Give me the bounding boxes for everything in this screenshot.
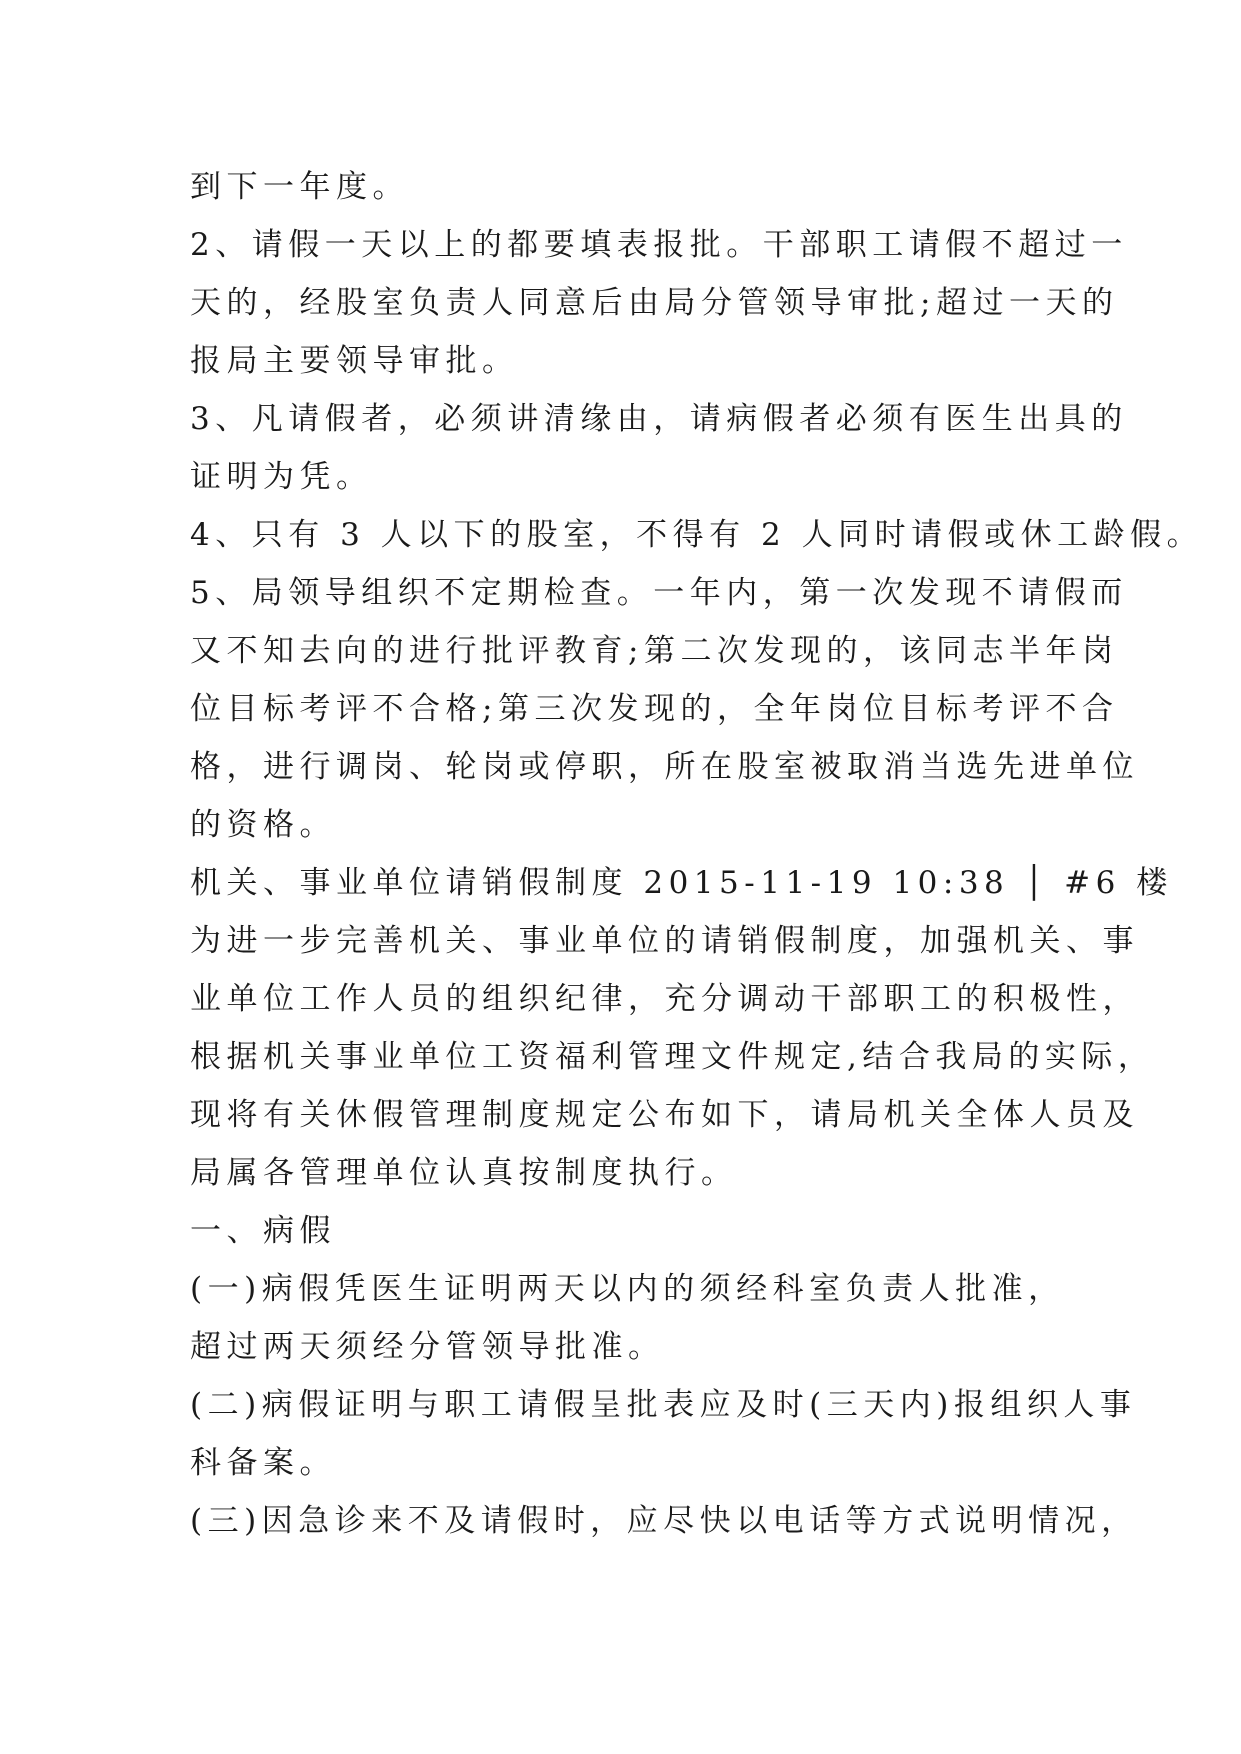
post-header-line: 机关、事业单位请销假制度 2015-11-19 10:38 │ #6 楼 bbox=[190, 865, 1173, 901]
text-line: 位目标考评不合格;第三次发现的，全年岗位目标考评不合 bbox=[190, 691, 1119, 727]
text-line: 5、局领导组织不定期检查。一年内，第一次发现不请假而 bbox=[190, 575, 1128, 611]
text-line: 现将有关休假管理制度规定公布如下，请局机关全体人员及 bbox=[190, 1097, 1139, 1133]
text-line: 天的，经股室负责人同意后由局分管领导审批;超过一天的 bbox=[190, 285, 1119, 321]
text-line: (一)病假凭医生证明两天以内的须经科室负责人批准， bbox=[190, 1271, 1065, 1307]
text-line: 局属各管理单位认真按制度执行。 bbox=[190, 1155, 738, 1191]
text-line: 为进一步完善机关、事业单位的请销假制度，加强机关、事 bbox=[190, 923, 1139, 959]
text-line: 的资格。 bbox=[190, 807, 336, 843]
text-line: 超过两天须经分管领导批准。 bbox=[190, 1329, 665, 1365]
text-line: (二)病假证明与职工请假呈批表应及时(三天内)报组织人事 bbox=[190, 1387, 1137, 1423]
text-line: 到下一年度。 bbox=[190, 169, 409, 205]
text-line: 4、只有 3 人以下的股室，不得有 2 人同时请假或休工龄假。 bbox=[190, 517, 1204, 553]
text-line: 根据机关事业单位工资福利管理文件规定,结合我局的实际， bbox=[190, 1039, 1155, 1075]
text-line: 科备案。 bbox=[190, 1445, 336, 1481]
document-body bbox=[190, 158, 1204, 1550]
text-line: 报局主要领导审批。 bbox=[190, 343, 519, 379]
text-line: 2、请假一天以上的都要填表报批。干部职工请假不超过一 bbox=[190, 227, 1128, 263]
text-line: 3、凡请假者，必须讲清缘由，请病假者必须有医生出具的 bbox=[190, 401, 1128, 437]
section-heading: 一、病假 bbox=[190, 1213, 336, 1249]
text-line: 业单位工作人员的组织纪律，充分调动干部职工的积极性， bbox=[190, 981, 1139, 1017]
text-line: (三)因急诊来不及请假时，应尽快以电话等方式说明情况， bbox=[190, 1503, 1138, 1539]
text-line: 格，进行调岗、轮岗或停职，所在股室被取消当选先进单位 bbox=[190, 749, 1139, 785]
text-line: 又不知去向的进行批评教育;第二次发现的，该同志半年岗 bbox=[190, 633, 1119, 669]
text-line: 证明为凭。 bbox=[190, 459, 373, 495]
